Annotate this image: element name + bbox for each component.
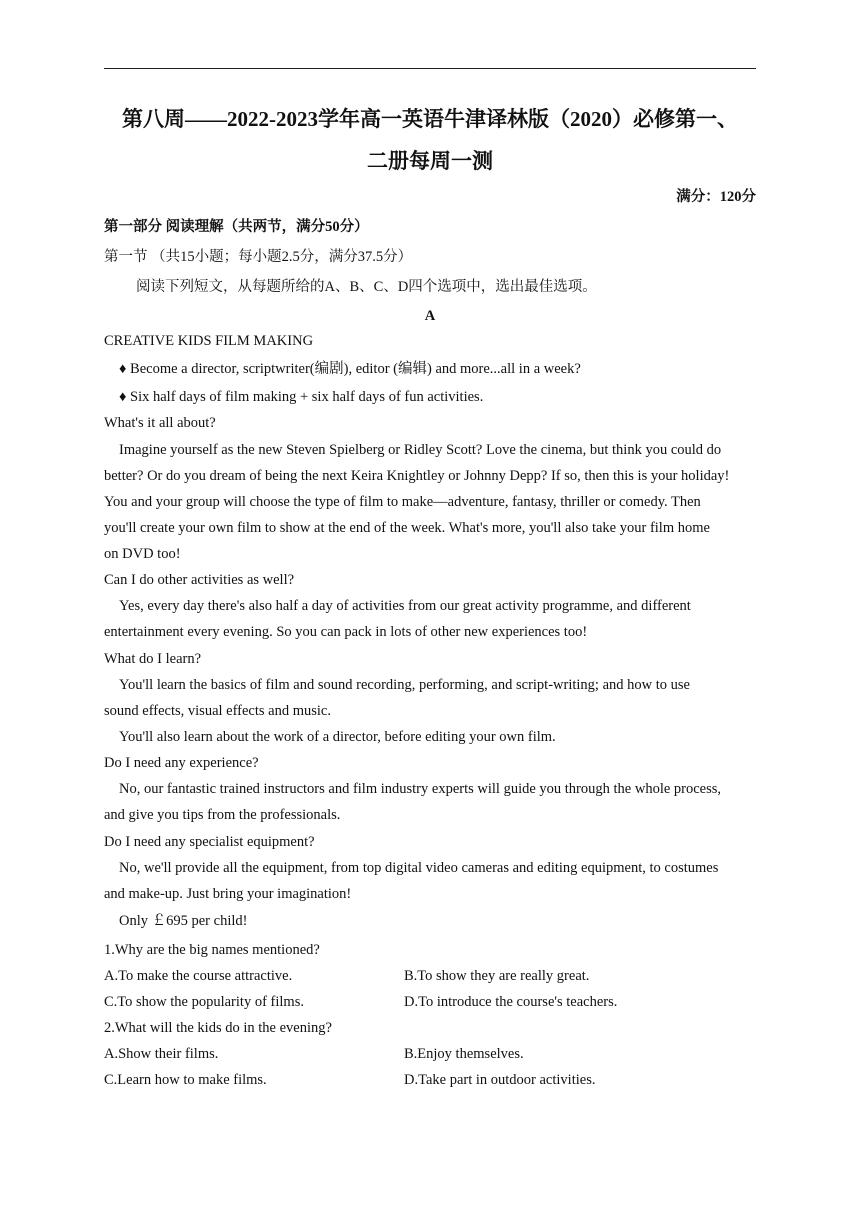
price-line: Only ￡695 per child!: [119, 913, 248, 929]
section-part-heading: 第一部分 阅读理解（共两节，满分50分）: [104, 219, 369, 235]
question-stem-2: 2.What will the kids do in the evening?: [104, 1020, 332, 1036]
option-2a: A.Show their films.: [104, 1046, 219, 1062]
page-title-line-1: 第八周——2022-2023学年高一英语牛津译林版（2020）必修第一、: [122, 107, 738, 131]
option-1a: A.To make the course attractive.: [104, 968, 293, 984]
passage-line: entertainment every evening. So you can pack in lots of other new experiences too!: [104, 624, 588, 640]
passage-bullet-2: ♦ Six half days of film making + six half days of fun activities.: [119, 389, 484, 405]
passage-heading: CREATIVE KIDS FILM MAKING: [104, 333, 314, 349]
option-2c: C.Learn how to make films.: [104, 1072, 267, 1088]
passage-question-heading-3: What do I learn?: [104, 651, 202, 667]
passage-line: better? Or do you dream of being the next Keira Knightley or Johnny Depp? If so, then this is your holiday!: [104, 468, 730, 484]
option-2d: D.Take part in outdoor activities.: [404, 1072, 596, 1088]
passage-line: You and your group will choose the type of film to make—adventure, fantasy, thriller or comedy. Then: [104, 494, 701, 510]
full-score: 满分：120分: [676, 189, 756, 205]
passage-line: you'll create your own film to show at the end of the week. What's more, you'll also take your film home: [104, 520, 710, 536]
passage-label: A: [424, 308, 436, 324]
instruction-text: 阅读下列短文，从每题所给的A、B、C、D四个选项中，选出最佳选项。: [136, 279, 597, 295]
passage-line: on DVD too!: [104, 546, 181, 562]
passage-line: sound effects, visual effects and music.: [104, 703, 331, 719]
passage-line: You'll learn the basics of film and sound recording, performing, and script-writing; and how to use: [119, 677, 690, 693]
subsection-heading: 第一节 （共15小题；每小题2.5分，满分37.5分）: [104, 249, 413, 265]
option-1d: D.To introduce the course's teachers.: [404, 994, 618, 1010]
passage-question-heading-4: Do I need any experience?: [104, 755, 259, 771]
header-rule: [104, 68, 756, 69]
passage-line: No, we'll provide all the equipment, from top digital video cameras and editing equipment, to costumes: [119, 860, 719, 876]
passage-line: No, our fantastic trained instructors and film industry experts will guide you through the whole process,: [119, 781, 722, 797]
question-stem-1: 1.Why are the big names mentioned?: [104, 942, 320, 958]
option-1b: B.To show they are really great.: [404, 968, 590, 984]
passage-line: and give you tips from the professionals.: [104, 807, 341, 823]
passage-line: Yes, every day there's also half a day of activities from our great activity programme, and different: [119, 598, 691, 614]
passage-line: and make-up. Just bring your imagination!: [104, 886, 352, 902]
page-title-line-2: 二册每周一测: [367, 149, 493, 173]
passage-question-heading-1: What's it all about?: [104, 415, 216, 431]
passage-line: Imagine yourself as the new Steven Spielberg or Ridley Scott? Love the cinema, but think you could do: [119, 442, 722, 458]
passage-bullet-1: ♦ Become a director, scriptwriter(编剧), editor (编辑) and more...all in a week?: [119, 361, 581, 377]
option-2b: B.Enjoy themselves.: [404, 1046, 524, 1062]
option-1c: C.To show the popularity of films.: [104, 994, 304, 1010]
passage-question-heading-2: Can I do other activities as well?: [104, 572, 295, 588]
passage-line: You'll also learn about the work of a director, before editing your own film.: [119, 729, 556, 745]
passage-question-heading-5: Do I need any specialist equipment?: [104, 834, 315, 850]
